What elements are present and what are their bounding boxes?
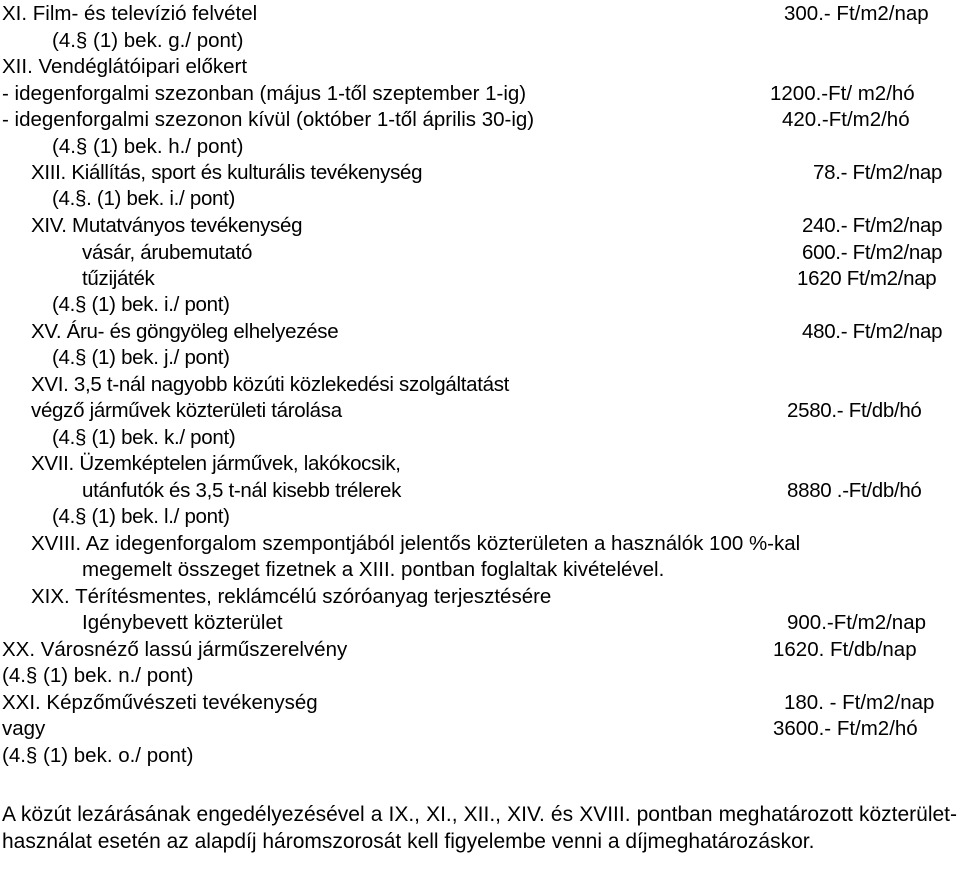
item-xii-season-fee: 1200.-Ft/ m2/hó — [770, 82, 915, 105]
item-xii-offseason: - idegenforgalmi szezonon kívül (október 1-től április 30-ig) — [2, 108, 535, 131]
item-xvii-fee: 8880 .-Ft/db/hó — [787, 479, 922, 502]
item-xx-reference: (4.§ (1) bek. n./ pont) — [2, 664, 194, 687]
item-xxi-fee: 180. - Ft/m2/nap — [784, 691, 935, 714]
item-xix-area: Igénybevett közterület — [82, 611, 283, 634]
item-xvi-title: XVI. 3,5 t-nál nagyobb közúti közlekedési szolgáltatást — [31, 373, 510, 396]
item-xviii-title: XVIII. Az idegenforgalom szempontjából jelentős közterületen a használók 100 %-kal — [31, 532, 801, 555]
item-xi-title: XI. Film- és televízió felvétel — [2, 2, 258, 25]
item-xvi-fee: 2580.- Ft/db/hó — [787, 399, 922, 422]
item-xi-fee: 300.- Ft/m2/nap — [784, 2, 929, 25]
item-xxi-reference: (4.§ (1) bek. o./ pont) — [2, 744, 194, 767]
item-xii-title: XII. Vendéglátóipari előkert — [2, 55, 248, 78]
item-xix-fee: 900.-Ft/m2/nap — [787, 611, 927, 634]
item-xii-season: - idegenforgalmi szezonban (május 1-től szeptember 1-ig) — [2, 82, 527, 105]
item-xiii-reference: (4.§. (1) bek. i./ pont) — [52, 187, 236, 210]
item-xvii-trailers: utánfutók és 3,5 t-nál kisebb trélerek — [82, 479, 402, 502]
item-xxi-title: XXI. Képzőművészeti tevékenység — [2, 691, 318, 714]
item-xiv-fair: vásár, árubemutató — [82, 241, 253, 264]
item-xx-fee: 1620. Ft/db/nap — [773, 638, 917, 661]
item-xix-title: XIX. Térítésmentes, reklámcélú szóróanyag terjesztésére — [31, 585, 552, 608]
item-xii-reference: (4.§ (1) bek. h./ pont) — [52, 135, 244, 158]
item-xxi-or: vagy — [2, 717, 46, 740]
item-xvi-vehicles: végző járművek közterületi tárolása — [31, 399, 342, 422]
item-xviii-continued: megemelt összeget fizetnek a XIII. pontban foglaltak kivételével. — [82, 558, 665, 581]
closing-paragraph: A közút lezárásának engedélyezésével a IX., XI., XII., XIV. és XVIII. pontban meghatározott közterület-használat esetén az alapdíj háromszorosát kell figyelembe venni a díjmeghatározáskor. — [2, 803, 957, 853]
item-xv-fee: 480.- Ft/m2/nap — [802, 320, 943, 343]
item-xvii-reference: (4.§ (1) bek. l./ pont) — [52, 505, 230, 528]
item-xiv-reference: (4.§ (1) bek. i./ pont) — [52, 293, 230, 316]
item-xvi-reference: (4.§ (1) bek. k./ pont) — [52, 426, 236, 449]
item-xv-title: XV. Áru- és göngyöleg elhelyezése — [31, 320, 339, 343]
item-xx-title: XX. Városnéző lassú járműszerelvény — [2, 638, 348, 661]
item-xiv-fee: 240.- Ft/m2/nap — [802, 214, 943, 237]
item-xiv-fair-fee: 600.- Ft/m2/nap — [802, 241, 943, 264]
item-xxi-alt-fee: 3600.- Ft/m2/hó — [773, 717, 918, 740]
item-xvii-title: XVII. Üzemképtelen járművek, lakókocsik, — [31, 452, 401, 475]
item-xi-reference: (4.§ (1) bek. g./ pont) — [52, 29, 244, 52]
item-xiii-fee: 78.- Ft/m2/nap — [813, 161, 943, 184]
item-xiii-title: XIII. Kiállítás, sport és kulturális tevékenység — [31, 161, 423, 184]
item-xv-reference: (4.§ (1) bek. j./ pont) — [52, 346, 230, 369]
item-xiv-fireworks-fee: 1620 Ft/m2/nap — [797, 267, 937, 290]
item-xiv-fireworks: tűzijáték — [82, 267, 155, 290]
item-xiv-title: XIV. Mutatványos tevékenység — [31, 214, 303, 237]
item-xii-offseason-fee: 420.-Ft/m2/hó — [782, 108, 910, 131]
